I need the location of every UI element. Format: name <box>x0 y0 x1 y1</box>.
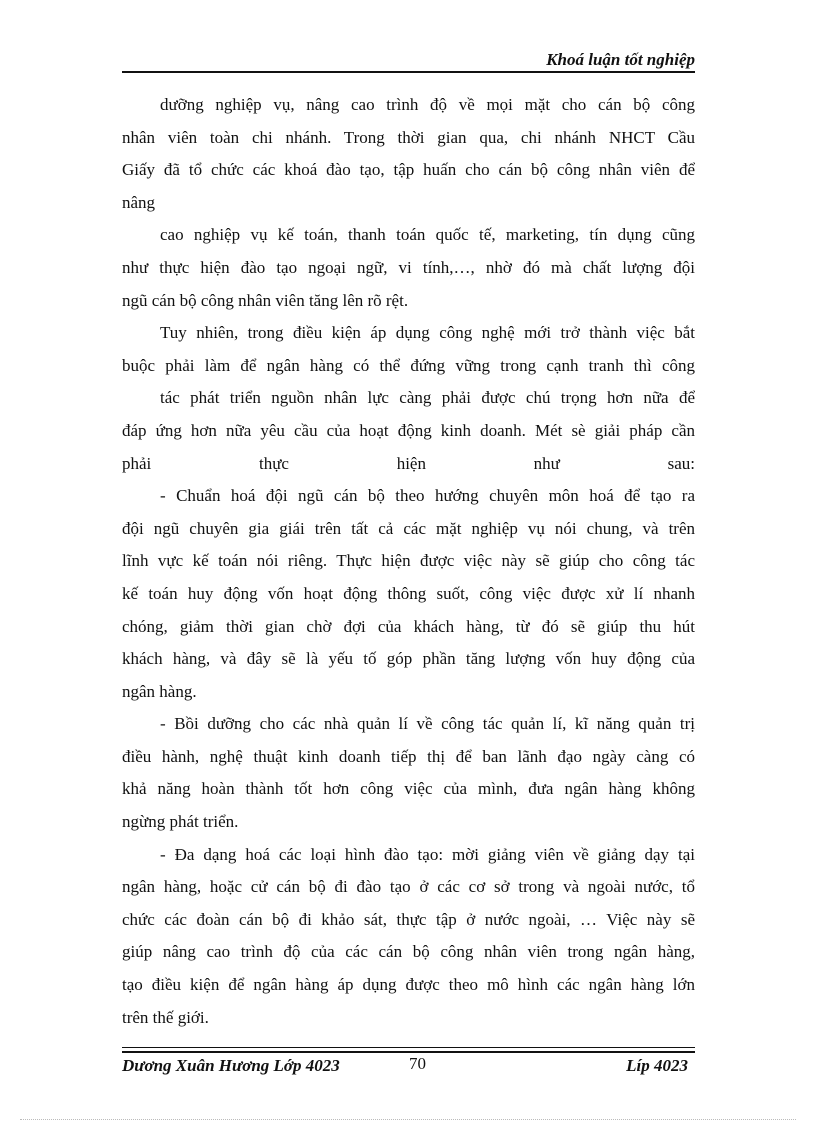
text-line: đáp ứng hơn nữa yêu cầu của hoạt động kinh doanh. Mét sè giải pháp cần <box>122 420 695 440</box>
text-line: khả năng hoàn thành tốt hơn công việc của mình, đưa ngân hàng không <box>122 779 695 799</box>
header-title: Khoá luận tốt nghiệp <box>546 50 695 69</box>
text-line: dưỡng nghiệp vụ, nâng cao trình độ về mọi mặt cho cán bộ công <box>160 95 695 114</box>
text-line: - Đa dạng hoá các loại hình đào tạo: mời giảng viên về giảng dạy tại <box>160 844 695 864</box>
text-line: khách hàng, và đây sẽ là yếu tố góp phần tăng lượng vốn huy động của <box>122 649 695 669</box>
text-line: Giấy đã tổ chức các khoá đào tạo, tập huấn cho cán bộ công nhân viên để <box>122 160 695 180</box>
document-body <box>122 89 695 1034</box>
text-line: ngân hàng, hoặc cử cán bộ đi đào tạo ở các cơ sở trong và ngoài nước, tổ <box>122 877 695 897</box>
page-bottom-border <box>20 1119 796 1120</box>
text-line: buộc phải làm để ngân hàng có thể đứng vững trong cạnh tranh thì công <box>122 355 695 375</box>
header-divider <box>122 71 695 73</box>
text-line: trên thế giới. <box>122 1007 209 1027</box>
text-line: đội ngũ chuyên gia giái trên tất cả các mặt nghiệp vụ nói chung, và trên <box>122 518 695 538</box>
text-line: - Bồi dưỡng cho các nhà quản lí về công tác quản lí, kĩ năng quản trị <box>160 714 695 734</box>
text-line: chóng, giảm thời gian chờ đợi của khách hàng, từ đó sẽ giúp thu hút <box>122 616 695 636</box>
text-line: - Chuẩn hoá đội ngũ cán bộ theo hướng chuyên môn hoá để tạo ra <box>160 486 695 506</box>
text-line: ngũ cán bộ công nhân viên tăng lên rõ rệt. <box>122 290 409 310</box>
text-line: như thực hiện đào tạo ngoại ngữ, vi tính,…, nhờ đó mà chất lượng đội <box>122 257 695 277</box>
text-line: cao nghiệp vụ kế toán, thanh toán quốc tế, marketing, tín dụng cũng <box>160 225 695 245</box>
text-line: chức các đoàn cán bộ đi khảo sát, thực tập ở nước ngoài, … Việc này sẽ <box>122 909 695 929</box>
text-line: nâng <box>122 192 156 212</box>
text-line: kế toán huy động vốn hoạt động thông suốt, công việc được xử lí nhanh <box>122 583 695 603</box>
text-line: tác phát triển nguồn nhân lực càng phải được chú trọng hơn nữa để <box>160 388 695 408</box>
text-line: nhân viên toàn chi nhánh. Trong thời gian qua, chi nhánh NHCT Cầu <box>122 127 695 147</box>
text-line: phải thực hiện như sau: <box>122 453 695 473</box>
text-line: giúp nâng cao trình độ của các cán bộ công nhân viên trong ngân hàng, <box>122 942 695 962</box>
footer-author: Dương Xuân Hương Lớp 4023 <box>122 1056 340 1075</box>
text-line: ngân hàng. <box>122 681 197 701</box>
text-line: Tuy nhiên, trong điều kiện áp dụng công nghệ mới trở thành việc bắt <box>160 323 695 343</box>
footer-divider <box>122 1047 695 1048</box>
text-line: ngừng phát triển. <box>122 812 239 832</box>
footer-class: Líp 4023 <box>626 1056 688 1075</box>
text-line: tạo điều kiện để ngân hàng áp dụng được theo mô hình các ngân hàng lớn <box>122 975 695 995</box>
page-number: 70 <box>409 1054 426 1073</box>
text-line: lĩnh vực kế toán nói riêng. Thực hiện được việc này sẽ giúp cho công tác <box>122 551 695 571</box>
text-line: điều hành, nghệ thuật kinh doanh tiếp thị để ban lãnh đạo ngày càng có <box>122 746 695 766</box>
